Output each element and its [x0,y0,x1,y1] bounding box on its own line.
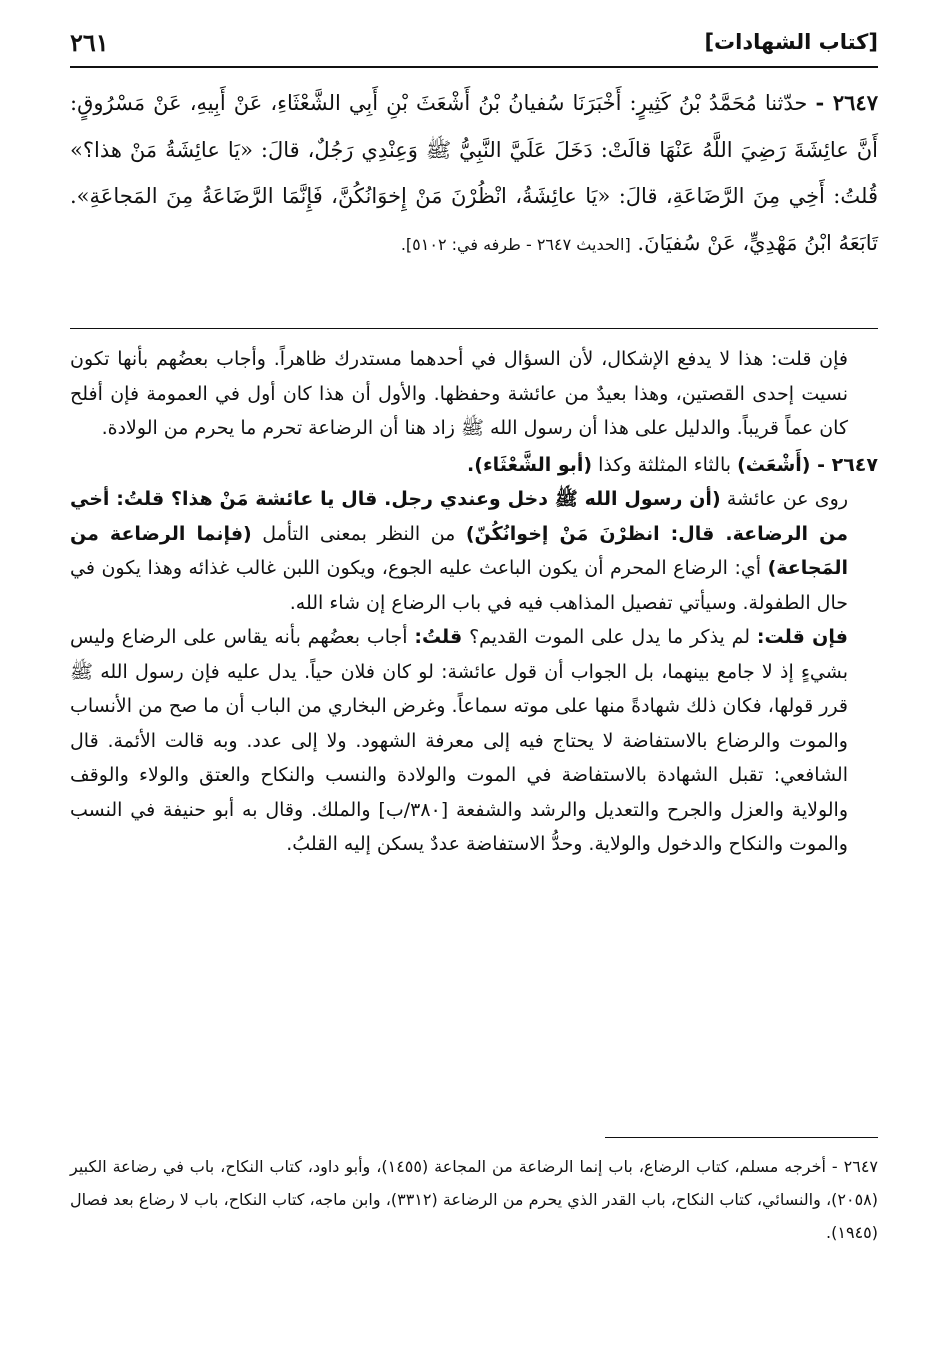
commentary-paragraph-4 [70,620,878,862]
hadith-number: ٢٦٤٧ - [815,90,878,115]
commentary-text: أي: الرضاع المحرم أن يكون الباعث عليه الجوع، ويكون اللبن غالب غذائه وهذا يكون في حال الطفولة. وسيأتي تفصيل المذاهب فيه في باب الرضاع إن شاء الله. [70,557,848,614]
commentary-answer-label: قلتُ: [414,626,463,648]
hadith-reference: [الحديث ٢٦٤٧ - طرفه في: ٥١٠٢]. [400,234,631,254]
commentary-block [70,342,878,862]
commentary-text: لم يذكر ما يدل على الموت القديم؟ [462,626,757,648]
commentary-narrator-name: (أبو الشَّعْثَاء). [467,453,593,476]
commentary-text: من النظر بمعنى التأمل [251,522,466,545]
commentary-question-label: فإن قلت: [756,626,848,648]
commentary-paragraph-1: فإن قلت: هذا لا يدفع الإشكال، لأن السؤال في أحدهما مستدرك ظاهراً. وأجاب بعضُهم بأنها تكون نسيت إحدى القصتين، وهذا بعيدٌ من عائشة وحفظها. والأول أن هذا كان أول في العمومة فإن أفلح كان عماً قريباً. والدليل على هذا أن رسول الله ﷺ زاد هنا أن الرضاعة تحرم ما يحرم من الولادة. [70,348,848,439]
commentary-paragraph-2 [70,448,878,483]
commentary-hadith-number: ٢٦٤٧ - (أَشْعَث) [737,453,878,476]
commentary-text: أجاب بعضُهم بأنه يقاس على الرضاع وليس بشيءٍ إذ لا جامع بينهما، بل الجواب أن قول عائشة: لو كان فلان حياً. يدل عليه فإن رسول الله ﷺ قرر قولها، فكان ذلك شهادةً منها على موته سماعاً. وغرض البخاري من الباب أن ما صح من الأنساب والموت والرضاع بالاستفاضة لا يحتاج فيه إلى معرفة الشهود. ولا إلى عدد. وبه قالت الأئمة. قال الشافعي: تقبل الشهادة بالاستفاضة في الموت والولادة والنسب والنكاح والعتق والولاء والوقف والولاية والعزل والجرح والتعديل والرشد والشفعة [٣٨٠/ب] والملك. وقال به أبو حنيفة في النسب والموت والنكاح والدخول والولاية. وحدُّ الاستفاضة عددٌ يسكن إليه القلبُ. [70,626,848,855]
commentary-quote: (فإنما الرضاعة من المَجاعة) [70,522,848,579]
commentary-text: روى عن عائشة [720,488,848,510]
footnote-block [70,1150,878,1249]
page-header [70,22,878,62]
header-rule [70,66,878,68]
commentary-quote: (أن رسول الله ﷺ دخل وعندي رجل. قال يا عائشة مَنْ هذا؟ قلتُ: أخي من الرضاعة. قال: انظرْنَ مَنْ إخوانُكُنّ) [70,488,848,545]
section-divider [70,328,878,329]
footnote-text: ٢٦٤٧ - أخرجه مسلم، كتاب الرضاع، باب إنما الرضاعة من المجاعة (١٤٥٥)، وأبو داود، كتاب النكاح، باب في رضاعة الكبير (٢٠٥٨)، والنسائي، كتاب النكاح، باب القدر الذي يحرم من الرضاعة (٣٣١٢)، وابن ماجه، كتاب النكاح، باب لا رضاع بعد فصال (١٩٤٥). [70,1157,879,1242]
chapter-title: [كتاب الشهادات] [704,30,878,54]
hadith-text-block [70,80,878,268]
page-number: ٢٦١ [70,27,109,57]
commentary-paragraph-3 [70,482,878,620]
footnote-rule [605,1137,878,1138]
hadith-body: حدّثنا مُحَمَّدُ بْنُ كَثِيرٍ: أَخْبَرَنَا سُفيانُ بْنُ أَشْعَثَ بْنِ أَبِي الشَّعْثَاءِ، عَنْ أَبِيهِ، عَنْ مَسْرُوقٍ: أَنَّ عائِشَةَ رَضِيَ اللَّهُ عَنْهَا قالَتْ: دَخَلَ عَلَيَّ النَّبِيُّ ﷺ وَعِنْدِي رَجُلٌ، قالَ: «يَا عائِشَةُ مَنْ هذا؟» قُلتُ: أَخِي مِنَ الرَّضَاعَةِ، قالَ: «يَا عائِشَةُ، انْظُرْنَ مَنْ إِخوَانُكُنَّ، فَإِنَّمَا الرَّضَاعَةُ مِنَ المَجاعَةِ». تَابَعَهُ ابْنُ مَهْدِيٍّ، عَنْ سُفيَانَ. [70,91,878,255]
commentary-text: بالثاء المثلثة وكذا [592,453,738,476]
